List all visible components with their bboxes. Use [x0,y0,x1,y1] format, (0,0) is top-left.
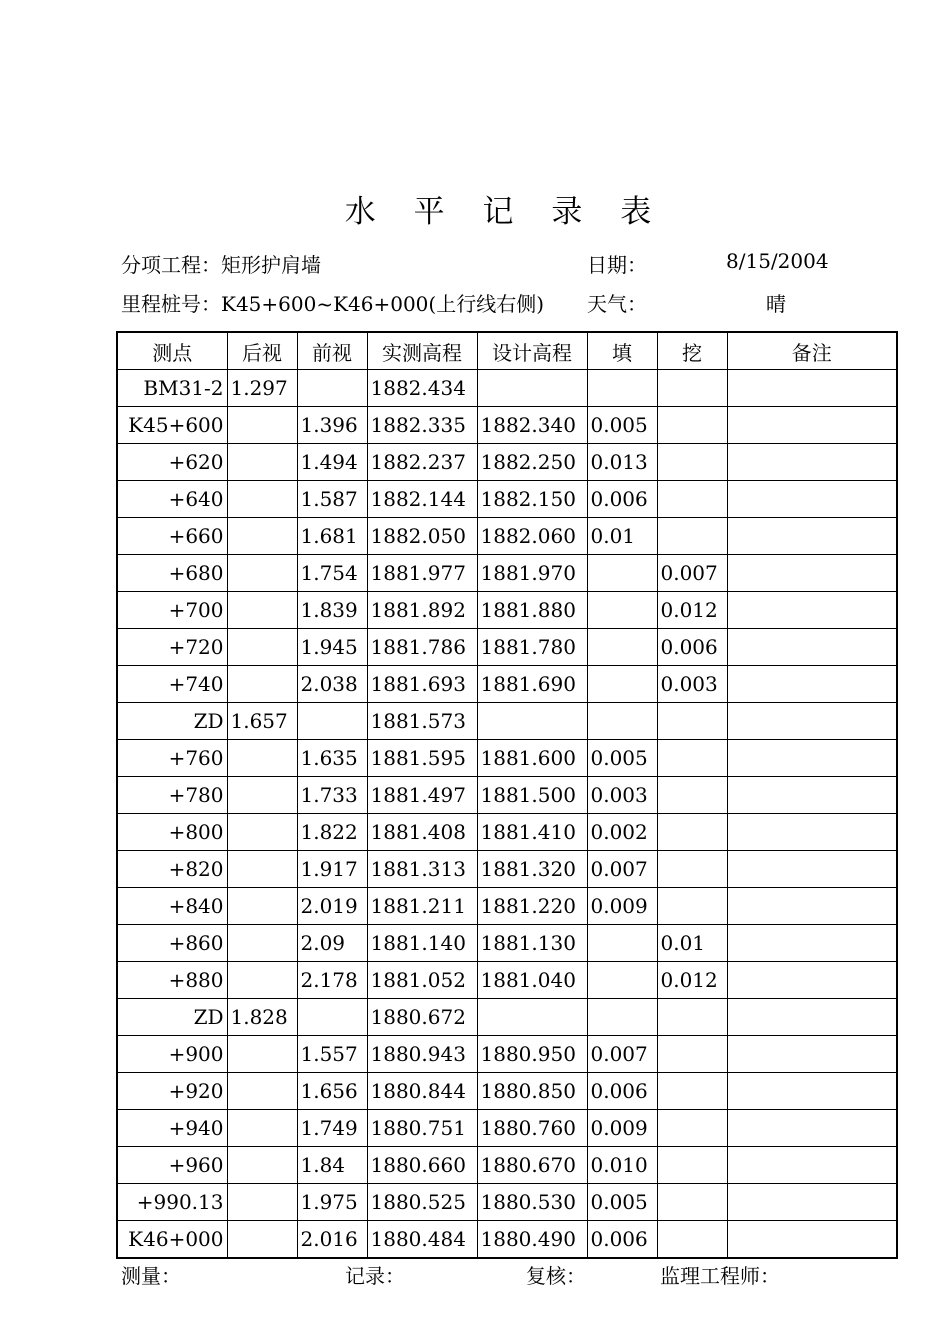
point-cell: +800 [117,814,227,851]
design-elevation-cell: 1881.320 [477,851,587,888]
point-cell: +940 [117,1110,227,1147]
column-header-design-elevation: 设计高程 [477,332,587,370]
design-elevation-cell: 1881.220 [477,888,587,925]
remark-cell [727,925,897,962]
remark-cell [727,370,897,407]
remark-cell [727,777,897,814]
point-cell: +900 [117,1036,227,1073]
table-row [117,777,897,814]
fill-cell: 0.005 [587,407,657,444]
remark-cell [727,407,897,444]
project-info [121,249,321,278]
design-elevation-cell: 1880.850 [477,1073,587,1110]
fill-cell [587,925,657,962]
review-label: 复核： [526,1264,586,1288]
point-cell: +990.13 [117,1184,227,1221]
table-row [117,629,897,666]
backsight-cell [227,851,297,888]
table-row [117,481,897,518]
remark-cell [727,962,897,999]
cut-cell [657,851,727,888]
point-cell: +960 [117,1147,227,1184]
table-row [117,518,897,555]
table-row [117,666,897,703]
design-elevation-cell: 1882.340 [477,407,587,444]
backsight-cell [227,888,297,925]
cut-cell [657,1221,727,1259]
backsight-cell [227,1073,297,1110]
cut-cell [657,740,727,777]
point-cell: +660 [117,518,227,555]
table-row [117,1073,897,1110]
measured-elevation-cell: 1880.672 [367,999,477,1036]
table-row [117,592,897,629]
measured-elevation-cell: 1881.786 [367,629,477,666]
fill-cell: 0.003 [587,777,657,814]
table-row [117,370,897,407]
cut-cell [657,888,727,925]
backsight-cell [227,962,297,999]
table-row [117,962,897,999]
foresight-cell: 2.178 [297,962,367,999]
date-label: 日期： [587,253,647,277]
fill-cell [587,629,657,666]
cut-cell [657,370,727,407]
measured-elevation-cell: 1882.144 [367,481,477,518]
table-row [117,1184,897,1221]
fill-cell: 0.009 [587,888,657,925]
weather-label: 天气： [587,292,647,316]
point-cell: K46+000 [117,1221,227,1259]
backsight-cell [227,1147,297,1184]
table-row [117,814,897,851]
foresight-cell: 1.749 [297,1110,367,1147]
table-row [117,1110,897,1147]
measured-elevation-cell: 1880.844 [367,1073,477,1110]
measured-elevation-cell: 1880.484 [367,1221,477,1259]
point-cell: +700 [117,592,227,629]
measured-elevation-cell: 1881.573 [367,703,477,740]
measured-elevation-cell: 1881.313 [367,851,477,888]
remark-cell [727,1184,897,1221]
column-header-remark: 备注 [727,332,897,370]
fill-cell: 0.006 [587,481,657,518]
point-cell: +860 [117,925,227,962]
design-elevation-cell: 1881.040 [477,962,587,999]
column-header-cut: 挖 [657,332,727,370]
remark-cell [727,518,897,555]
measured-elevation-cell: 1880.525 [367,1184,477,1221]
design-elevation-cell: 1881.500 [477,777,587,814]
foresight-cell: 2.09 [297,925,367,962]
column-header-foresight: 前视 [297,332,367,370]
point-cell: +760 [117,740,227,777]
backsight-cell [227,518,297,555]
backsight-cell [227,1110,297,1147]
remark-cell [727,555,897,592]
backsight-cell [227,777,297,814]
design-elevation-cell: 1881.130 [477,925,587,962]
foresight-cell: 1.839 [297,592,367,629]
cut-cell: 0.006 [657,629,727,666]
backsight-cell: 1.828 [227,999,297,1036]
design-elevation-cell: 1882.150 [477,481,587,518]
fill-cell [587,999,657,1036]
cut-cell [657,407,727,444]
measured-elevation-cell: 1881.408 [367,814,477,851]
cut-cell [657,814,727,851]
fill-cell: 0.002 [587,814,657,851]
backsight-cell [227,814,297,851]
backsight-cell [227,629,297,666]
weather-value: 晴 [766,292,786,316]
remark-cell [727,592,897,629]
backsight-cell [227,555,297,592]
cut-cell: 0.012 [657,592,727,629]
backsight-cell [227,407,297,444]
station-value: K45+600~K46+000(上行线右侧) [221,292,545,316]
remark-cell [727,629,897,666]
fill-cell: 0.007 [587,851,657,888]
fill-cell [587,962,657,999]
measured-elevation-cell: 1880.660 [367,1147,477,1184]
fill-cell [587,370,657,407]
measured-elevation-cell: 1881.693 [367,666,477,703]
point-cell: +840 [117,888,227,925]
design-elevation-cell: 1880.490 [477,1221,587,1259]
foresight-cell: 1.681 [297,518,367,555]
point-cell: +880 [117,962,227,999]
project-label: 分项工程： [121,253,221,277]
measured-elevation-cell: 1881.977 [367,555,477,592]
foresight-cell: 2.019 [297,888,367,925]
measured-elevation-cell: 1880.943 [367,1036,477,1073]
cut-cell [657,999,727,1036]
remark-cell [727,814,897,851]
fill-cell: 0.01 [587,518,657,555]
design-elevation-cell: 1881.410 [477,814,587,851]
cut-cell: 0.003 [657,666,727,703]
foresight-cell: 1.557 [297,1036,367,1073]
measured-elevation-cell: 1881.211 [367,888,477,925]
measured-elevation-cell: 1881.497 [367,777,477,814]
cut-cell [657,518,727,555]
foresight-cell: 2.038 [297,666,367,703]
design-elevation-cell: 1881.780 [477,629,587,666]
point-cell: +740 [117,666,227,703]
foresight-cell: 1.396 [297,407,367,444]
table-row [117,999,897,1036]
design-elevation-cell: 1880.950 [477,1036,587,1073]
fill-cell: 0.010 [587,1147,657,1184]
point-cell: ZD [117,999,227,1036]
remark-cell [727,1221,897,1259]
backsight-cell [227,1036,297,1073]
fill-cell: 0.006 [587,1221,657,1259]
cut-cell [657,1110,727,1147]
backsight-cell: 1.657 [227,703,297,740]
backsight-cell [227,925,297,962]
foresight-cell: 1.635 [297,740,367,777]
measured-elevation-cell: 1881.595 [367,740,477,777]
backsight-cell: 1.297 [227,370,297,407]
fill-cell: 0.005 [587,1184,657,1221]
measured-elevation-cell: 1882.237 [367,444,477,481]
point-cell: K45+600 [117,407,227,444]
point-cell: BM31-2 [117,370,227,407]
foresight-cell: 1.975 [297,1184,367,1221]
design-elevation-cell: 1882.060 [477,518,587,555]
table-row [117,555,897,592]
fill-cell: 0.009 [587,1110,657,1147]
point-cell: +820 [117,851,227,888]
remark-cell [727,1073,897,1110]
fill-cell: 0.007 [587,1036,657,1073]
table-header-row [117,332,897,370]
measured-elevation-cell: 1882.434 [367,370,477,407]
foresight-cell: 1.656 [297,1073,367,1110]
design-elevation-cell: 1882.250 [477,444,587,481]
point-cell: +680 [117,555,227,592]
remark-cell [727,1110,897,1147]
point-cell: +620 [117,444,227,481]
foresight-cell: 2.016 [297,1221,367,1259]
design-elevation-cell: 1881.600 [477,740,587,777]
foresight-cell: 1.917 [297,851,367,888]
point-cell: +780 [117,777,227,814]
remark-cell [727,740,897,777]
measured-elevation-cell: 1880.751 [367,1110,477,1147]
foresight-cell: 1.587 [297,481,367,518]
measured-elevation-cell: 1881.892 [367,592,477,629]
column-header-backsight: 后视 [227,332,297,370]
cut-cell [657,703,727,740]
project-value: 矩形护肩墙 [221,253,321,277]
column-header-measured-elevation: 实测高程 [367,332,477,370]
table-row [117,740,897,777]
date-value: 8/15/2004 [726,249,829,273]
cut-cell: 0.007 [657,555,727,592]
fill-cell [587,555,657,592]
measured-elevation-cell: 1882.335 [367,407,477,444]
design-elevation-cell: 1880.530 [477,1184,587,1221]
table-row [117,888,897,925]
foresight-cell: 1.733 [297,777,367,814]
point-cell: +720 [117,629,227,666]
design-elevation-cell [477,703,587,740]
cut-cell [657,1184,727,1221]
foresight-cell [297,370,367,407]
fill-cell: 0.005 [587,740,657,777]
foresight-cell: 1.494 [297,444,367,481]
remark-cell [727,999,897,1036]
measure-label: 测量： [121,1264,181,1288]
design-elevation-cell: 1880.670 [477,1147,587,1184]
backsight-cell [227,481,297,518]
foresight-cell [297,999,367,1036]
point-cell: +920 [117,1073,227,1110]
design-elevation-cell: 1880.760 [477,1110,587,1147]
table-row [117,444,897,481]
cut-cell: 0.01 [657,925,727,962]
table-row [117,1147,897,1184]
fill-cell: 0.006 [587,1073,657,1110]
station-label: 里程桩号： [121,292,221,316]
remark-cell [727,703,897,740]
point-cell: +640 [117,481,227,518]
cut-cell [657,1073,727,1110]
design-elevation-cell: 1881.970 [477,555,587,592]
fill-cell [587,592,657,629]
measured-elevation-cell: 1882.050 [367,518,477,555]
station-info [121,288,544,317]
remark-cell [727,666,897,703]
foresight-cell: 1.822 [297,814,367,851]
backsight-cell [227,444,297,481]
level-record-table [116,331,898,1259]
remark-cell [727,851,897,888]
backsight-cell [227,1221,297,1259]
backsight-cell [227,1184,297,1221]
table-row [117,407,897,444]
foresight-cell: 1.84 [297,1147,367,1184]
column-header-fill: 填 [587,332,657,370]
column-header-point: 测点 [117,332,227,370]
page-title: 水 平 记 录 表 [344,194,666,230]
cut-cell [657,777,727,814]
remark-cell [727,888,897,925]
remark-cell [727,1036,897,1073]
table-row [117,1221,897,1259]
remark-cell [727,1147,897,1184]
design-elevation-cell [477,999,587,1036]
backsight-cell [227,592,297,629]
supervisor-label: 监理工程师： [660,1264,780,1288]
table-row [117,703,897,740]
foresight-cell [297,703,367,740]
cut-cell [657,1036,727,1073]
fill-cell: 0.013 [587,444,657,481]
measured-elevation-cell: 1881.140 [367,925,477,962]
fill-cell [587,666,657,703]
point-cell: ZD [117,703,227,740]
foresight-cell: 1.945 [297,629,367,666]
fill-cell [587,703,657,740]
backsight-cell [227,666,297,703]
foresight-cell: 1.754 [297,555,367,592]
remark-cell [727,481,897,518]
cut-cell [657,444,727,481]
cut-cell [657,481,727,518]
remark-cell [727,444,897,481]
design-elevation-cell [477,370,587,407]
cut-cell [657,1147,727,1184]
design-elevation-cell: 1881.880 [477,592,587,629]
table-row [117,1036,897,1073]
cut-cell: 0.012 [657,962,727,999]
design-elevation-cell: 1881.690 [477,666,587,703]
table-row [117,925,897,962]
backsight-cell [227,740,297,777]
measured-elevation-cell: 1881.052 [367,962,477,999]
record-label: 记录： [345,1264,405,1288]
table-row [117,851,897,888]
